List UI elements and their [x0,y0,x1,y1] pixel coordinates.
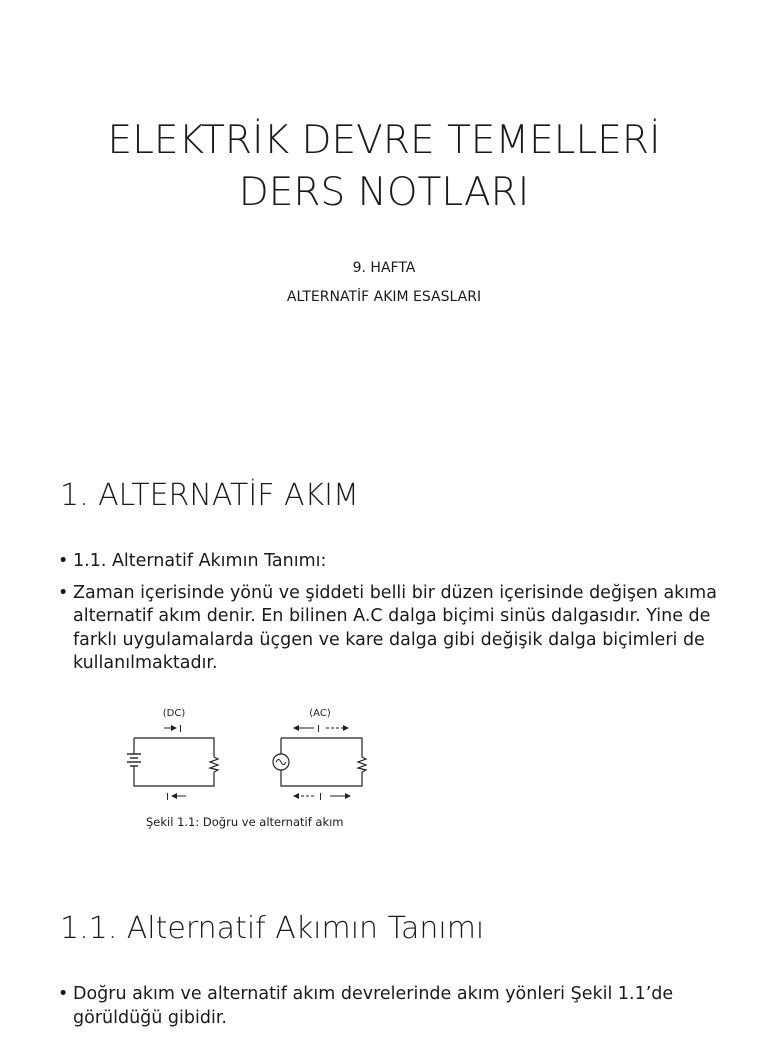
section-heading-definition: 1.1. Alternatif Akımın Tanımı [60,911,485,946]
bullet-item: • Doğru akım ve alternatif akım devrelerinde akım yönleri Şekil 1.1’de görüldüğü gibidir. [58,983,718,1030]
dc-top-arrow [164,724,182,735]
ac-bottom-arrows [294,792,350,803]
dc-bottom-current-label: I [166,792,169,803]
dc-resistor-icon [210,757,218,772]
document-title [0,115,768,219]
ac-source-icon [273,754,289,770]
title-line-1: ELEKTRİK DEVRE TEMELLERİ [107,118,661,163]
ac-resistor-icon [358,757,366,772]
ac-bottom-current-label: I [319,792,322,803]
dc-top-current-label: I [179,724,182,735]
dc-ac-circuit-figure [114,702,374,806]
section-2-bullet-list [58,983,718,1038]
dc-bottom-arrow [166,792,186,803]
ac-circuit [273,738,366,786]
battery-icon [127,750,141,774]
ac-top-arrows [294,724,348,735]
section-heading-alternating-current: 1. ALTERNATİF AKIM [60,478,359,513]
dc-label: (DC) [162,708,186,719]
week-label: 9. HAFTA [352,260,416,276]
topic-label: ALTERNATİF AKIM ESASLARI [286,289,482,305]
figure-caption: Şekil 1.1: Doğru ve alternatif akım [146,815,344,829]
bullet-item: • 1.1. Alternatif Akımın Tanımı: [58,550,718,574]
section-1-bullet-list [58,550,718,684]
ac-label: (AC) [309,708,331,719]
ac-top-current-label: I [317,724,320,735]
bullet-item: • Zaman içerisinde yönü ve şiddeti belli bir düzen içerisinde değişen akıma alternatif akım denir. En bilinen A.C dalga biçimi sinüs dalgasıdır. Yine de farklı uygulamalarda üçgen ve kare dalga gibi değişik dalga biçimleri de kullanılmaktadır. [58,582,718,676]
title-line-2: DERS NOTLARI [238,170,530,215]
dc-circuit [127,738,218,786]
